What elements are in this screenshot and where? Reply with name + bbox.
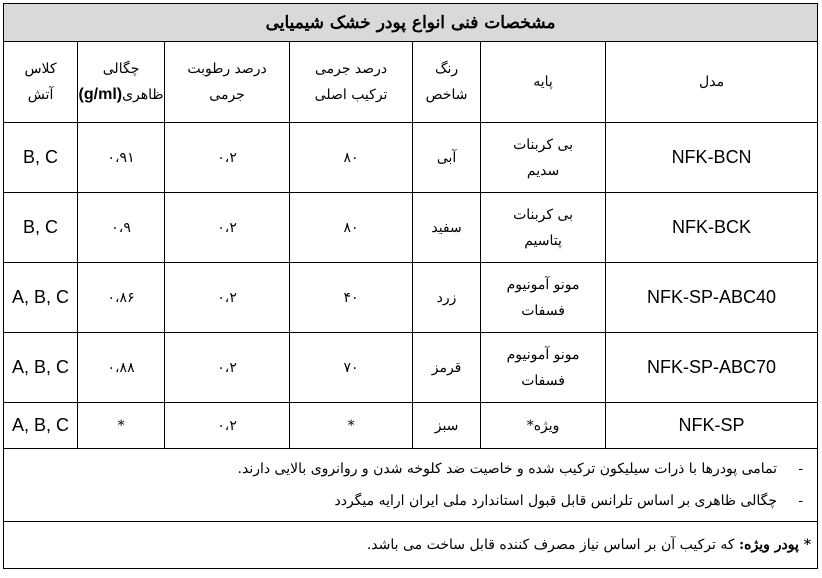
header-moisture: [165, 42, 290, 123]
footnote-row: [4, 522, 818, 569]
table-row: [4, 333, 818, 403]
row-base-line1: مونو آمونیوم: [506, 346, 580, 363]
row-color: سبز: [413, 403, 481, 449]
specs-table: [3, 3, 818, 569]
header-row: [4, 42, 818, 123]
header-color-line2: شاخص: [425, 87, 468, 103]
row-color: قرمز: [413, 333, 481, 403]
row-density: ۰،۸۸: [78, 333, 165, 403]
row-moisture: ۰،۲: [165, 403, 290, 449]
row-moisture: ۰،۲: [165, 333, 290, 403]
row-base-line1: مونو آمونیوم: [506, 276, 580, 293]
footnote-label: * پودر ویژه:: [738, 537, 812, 553]
header-composition-line1: درصد جرمی: [314, 61, 388, 77]
row-model: NFK-BCN: [606, 123, 818, 193]
row-moisture: ۰،۲: [165, 123, 290, 193]
note-item: [4, 453, 803, 485]
note-text: تمامی پودرها با ذرات سیلیکون ترکیب شده و خاصیت ضد کلوخه شدن و روانروی بالایی دارند.: [237, 461, 778, 477]
row-base: [481, 193, 606, 263]
note-text: چگالی ظاهری بر اساس تلرانس قابل قبول استاندارد ملی ایران ارایه میگردد: [334, 493, 778, 509]
header-fire-class-line2: آتش: [27, 87, 54, 103]
header-model: مدل: [606, 42, 818, 123]
note-bullet: -: [798, 493, 804, 509]
table-title: مشخصات فنی انواع پودر خشک شیمیایی: [4, 4, 818, 42]
row-base: [481, 263, 606, 333]
header-base: پایه: [481, 42, 606, 123]
note-item: [4, 485, 803, 517]
header-color-line1: رنگ: [434, 61, 459, 77]
header-density-word: ظاهری: [122, 87, 164, 103]
footnote-text: که ترکیب آن بر اساس نیاز مصرف کننده قابل ساخت می باشد.: [366, 537, 739, 553]
header-moisture-line2: جرمی: [209, 87, 245, 103]
row-density: *: [78, 403, 165, 449]
header-density: [78, 42, 165, 123]
table-row: [4, 123, 818, 193]
row-fire-class: B, C: [4, 193, 78, 263]
row-base: [481, 403, 606, 449]
notes-row: [4, 449, 818, 522]
header-fire-class: [4, 42, 78, 123]
row-model: NFK-SP-ABC40: [606, 263, 818, 333]
row-base-line1: ویژه*: [526, 417, 560, 434]
row-base-line2: فسفات: [521, 302, 565, 319]
table-row: [4, 263, 818, 333]
row-base: [481, 123, 606, 193]
row-composition: ۷۰: [290, 333, 413, 403]
row-composition: ۸۰: [290, 123, 413, 193]
header-density-unit: (g/ml): [78, 86, 123, 103]
row-model: NFK-SP-ABC70: [606, 333, 818, 403]
header-density-line2: [78, 82, 164, 108]
row-density: ۰،۹: [78, 193, 165, 263]
row-base-line2: پتاسیم: [524, 232, 562, 249]
row-color: سفید: [413, 193, 481, 263]
row-base-line1: بی کربنات: [513, 136, 574, 153]
row-moisture: ۰،۲: [165, 193, 290, 263]
row-model: NFK-SP: [606, 403, 818, 449]
row-base-line2: فسفات: [521, 372, 565, 389]
header-fire-class-line1: کلاس: [24, 61, 57, 77]
row-density: ۰،۹۱: [78, 123, 165, 193]
header-composition: [290, 42, 413, 123]
row-fire-class: B, C: [4, 123, 78, 193]
note-bullet: -: [798, 461, 804, 477]
row-composition: ۸۰: [290, 193, 413, 263]
row-base-line2: سدیم: [526, 162, 560, 179]
row-base-line1: بی کربنات: [513, 206, 574, 223]
header-density-line1: چگالی: [102, 61, 140, 77]
row-base: [481, 333, 606, 403]
header-color: [413, 42, 481, 123]
row-color: زرد: [413, 263, 481, 333]
row-color: آبی: [413, 123, 481, 193]
table-row: [4, 403, 818, 449]
footnote-cell: [4, 522, 818, 569]
header-moisture-line1: درصد رطوبت: [187, 61, 267, 77]
row-fire-class: A, B, C: [4, 263, 78, 333]
header-composition-line2: ترکیب اصلی: [314, 87, 388, 103]
row-model: NFK-BCK: [606, 193, 818, 263]
row-fire-class: A, B, C: [4, 333, 78, 403]
row-composition: *: [290, 403, 413, 449]
table-row: [4, 193, 818, 263]
row-fire-class: A, B, C: [4, 403, 78, 449]
notes-cell: [4, 449, 818, 522]
row-composition: ۴۰: [290, 263, 413, 333]
row-moisture: ۰،۲: [165, 263, 290, 333]
row-density: ۰،۸۶: [78, 263, 165, 333]
